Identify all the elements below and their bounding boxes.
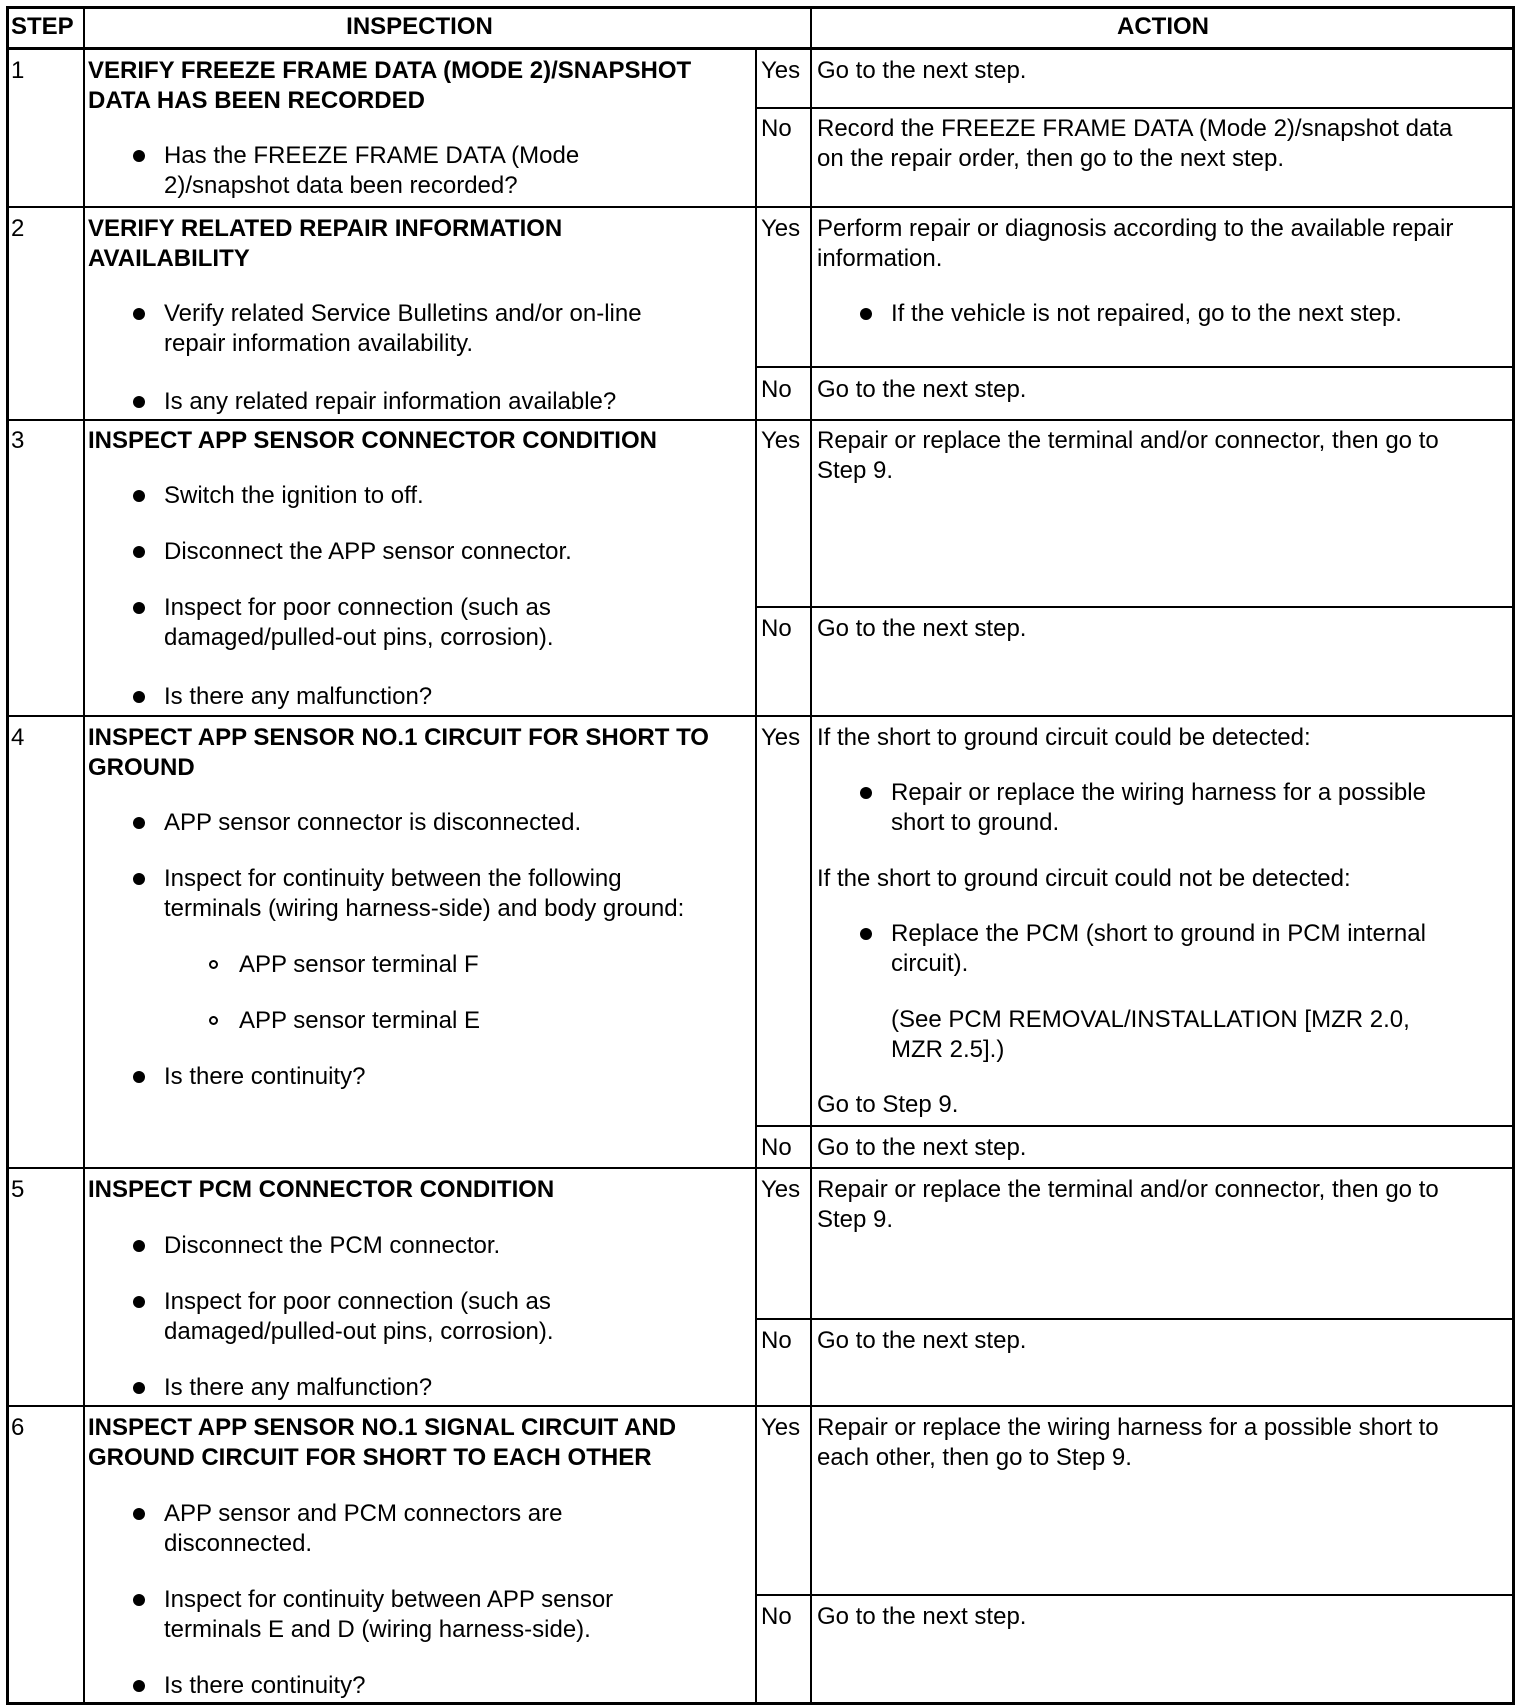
yes-action: Repair or replace the terminal and/or connector, then go to xyxy=(817,1176,1439,1203)
yes-no-divider xyxy=(755,1594,1515,1596)
inspection-sub-item: APP sensor terminal F xyxy=(239,951,479,978)
yes-no-divider xyxy=(755,366,1515,368)
yes-action: information. xyxy=(817,245,943,272)
col-divider-inspection xyxy=(755,48,757,1702)
sub-bullet-icon xyxy=(209,960,218,969)
bullet-icon xyxy=(133,602,145,614)
bullet-icon xyxy=(133,873,145,885)
no-label: No xyxy=(761,1134,792,1161)
step-title: GROUND CIRCUIT FOR SHORT TO EACH OTHER xyxy=(88,1444,652,1471)
inspection-item: Is there continuity? xyxy=(164,1672,366,1699)
inspection-item: repair information availability. xyxy=(164,330,474,357)
no-action: Go to the next step. xyxy=(817,1327,1027,1354)
bullet-icon xyxy=(860,308,872,320)
bullet-icon xyxy=(133,1382,145,1394)
bullet-icon xyxy=(133,396,145,408)
yes-label: Yes xyxy=(761,215,801,242)
no-action: Record the FREEZE FRAME DATA (Mode 2)/snapshot data xyxy=(817,115,1453,142)
step-title: VERIFY RELATED REPAIR INFORMATION xyxy=(88,215,563,242)
no-label: No xyxy=(761,1603,792,1630)
inspection-item: Inspect for continuity between APP sensor xyxy=(164,1586,614,1613)
bullet-icon xyxy=(133,1240,145,1252)
no-label: No xyxy=(761,115,792,142)
yes-no-divider xyxy=(755,1318,1515,1320)
bullet-icon xyxy=(133,546,145,558)
step-title: INSPECT APP SENSOR NO.1 SIGNAL CIRCUIT AND xyxy=(88,1414,677,1441)
row-divider xyxy=(6,715,1515,717)
yes-action: Repair or replace the terminal and/or connector, then go to xyxy=(817,427,1439,454)
step-number: 1 xyxy=(11,57,25,84)
no-label: No xyxy=(761,615,792,642)
bullet-icon xyxy=(133,150,145,162)
inspection-sub-item: APP sensor terminal E xyxy=(239,1007,480,1034)
inspection-item: Disconnect the PCM connector. xyxy=(164,1232,501,1259)
yes-action: Step 9. xyxy=(817,1206,894,1233)
header-divider xyxy=(6,47,1515,50)
step-number: 6 xyxy=(11,1414,25,1441)
step-number: 3 xyxy=(11,427,25,454)
row-divider xyxy=(6,419,1515,421)
yes-action: Go to the next step. xyxy=(817,57,1027,84)
header-step: STEP xyxy=(11,13,74,40)
bullet-icon xyxy=(133,1680,145,1692)
step-title: INSPECT PCM CONNECTOR CONDITION xyxy=(88,1176,555,1203)
yes-action: If the short to ground circuit could not be detected: xyxy=(817,865,1351,892)
step-number: 4 xyxy=(11,724,25,751)
yes-action: If the short to ground circuit could be detected: xyxy=(817,724,1311,751)
step-number: 2 xyxy=(11,215,25,242)
bullet-icon xyxy=(133,308,145,320)
inspection-item: Inspect for poor connection (such as xyxy=(164,594,551,621)
row-divider xyxy=(6,206,1515,208)
step-title: GROUND xyxy=(88,754,195,781)
inspection-item: Is there any malfunction? xyxy=(164,1374,433,1401)
step-title: AVAILABILITY xyxy=(88,245,250,272)
row-divider xyxy=(6,1167,1515,1169)
header-inspection: INSPECTION xyxy=(346,13,493,40)
inspection-item: APP sensor connector is disconnected. xyxy=(164,809,582,836)
yes-label: Yes xyxy=(761,1414,801,1441)
header-action: ACTION xyxy=(1117,13,1209,40)
inspection-item: Is any related repair information available? xyxy=(164,388,617,415)
inspection-item: Inspect for continuity between the following xyxy=(164,865,622,892)
yes-action: each other, then go to Step 9. xyxy=(817,1444,1132,1471)
yes-action-item: short to ground. xyxy=(891,809,1060,836)
bullet-icon xyxy=(133,1296,145,1308)
bullet-icon xyxy=(860,787,872,799)
yes-action-item: Repair or replace the wiring harness for a possible xyxy=(891,779,1426,806)
bullet-icon xyxy=(133,691,145,703)
yes-action: Go to Step 9. xyxy=(817,1091,959,1118)
no-action: on the repair order, then go to the next step. xyxy=(817,145,1284,172)
bullet-icon xyxy=(133,1071,145,1083)
inspection-item: Switch the ignition to off. xyxy=(164,482,424,509)
bullet-icon xyxy=(133,1508,145,1520)
inspection-item: disconnected. xyxy=(164,1530,313,1557)
inspection-item: APP sensor and PCM connectors are xyxy=(164,1500,563,1527)
yes-label: Yes xyxy=(761,427,801,454)
step-title: VERIFY FREEZE FRAME DATA (MODE 2)/SNAPSHOT xyxy=(88,57,692,84)
inspection-item: terminals (wiring harness-side) and body ground: xyxy=(164,895,685,922)
col-divider-step xyxy=(83,6,85,1702)
inspection-item: Inspect for poor connection (such as xyxy=(164,1288,551,1315)
yes-action-item: circuit). xyxy=(891,950,969,977)
no-label: No xyxy=(761,376,792,403)
yes-action-item: If the vehicle is not repaired, go to the next step. xyxy=(891,300,1402,327)
step-title: DATA HAS BEEN RECORDED xyxy=(88,87,425,114)
inspection-item: Is there any malfunction? xyxy=(164,683,433,710)
col-divider-action xyxy=(810,6,812,1702)
inspection-item: Verify related Service Bulletins and/or on-line xyxy=(164,300,642,327)
inspection-item: Has the FREEZE FRAME DATA (Mode xyxy=(164,142,580,169)
bullet-icon xyxy=(133,817,145,829)
yes-action: Repair or replace the wiring harness for a possible short to xyxy=(817,1414,1439,1441)
inspection-item: Disconnect the APP sensor connector. xyxy=(164,538,572,565)
bullet-icon xyxy=(133,490,145,502)
bullet-icon xyxy=(133,1594,145,1606)
step-title: INSPECT APP SENSOR CONNECTOR CONDITION xyxy=(88,427,657,454)
no-action: Go to the next step. xyxy=(817,1603,1027,1630)
no-action: Go to the next step. xyxy=(817,376,1027,403)
inspection-item: 2)/snapshot data been recorded? xyxy=(164,172,518,199)
yes-action-reference: MZR 2.5].) xyxy=(891,1036,1005,1063)
no-action: Go to the next step. xyxy=(817,615,1027,642)
step-number: 5 xyxy=(11,1176,25,1203)
inspection-item: Is there continuity? xyxy=(164,1063,366,1090)
no-label: No xyxy=(761,1327,792,1354)
yes-action: Step 9. xyxy=(817,457,894,484)
yes-label: Yes xyxy=(761,1176,801,1203)
row-divider xyxy=(6,1405,1515,1407)
inspection-item: damaged/pulled-out pins, corrosion). xyxy=(164,624,554,651)
bullet-icon xyxy=(860,928,872,940)
step-title: INSPECT APP SENSOR NO.1 CIRCUIT FOR SHORT TO xyxy=(88,724,709,751)
yes-no-divider xyxy=(755,606,1515,608)
inspection-item: terminals E and D (wiring harness-side). xyxy=(164,1616,591,1643)
inspection-item: damaged/pulled-out pins, corrosion). xyxy=(164,1318,554,1345)
yes-label: Yes xyxy=(761,57,801,84)
yes-no-divider xyxy=(755,1125,1515,1127)
yes-action-reference: (See PCM REMOVAL/INSTALLATION [MZR 2.0, xyxy=(891,1006,1410,1033)
yes-no-divider xyxy=(755,107,1515,109)
yes-action: Perform repair or diagnosis according to the available repair xyxy=(817,215,1454,242)
yes-action-item: Replace the PCM (short to ground in PCM internal xyxy=(891,920,1426,947)
yes-label: Yes xyxy=(761,724,801,751)
sub-bullet-icon xyxy=(209,1016,218,1025)
no-action: Go to the next step. xyxy=(817,1134,1027,1161)
